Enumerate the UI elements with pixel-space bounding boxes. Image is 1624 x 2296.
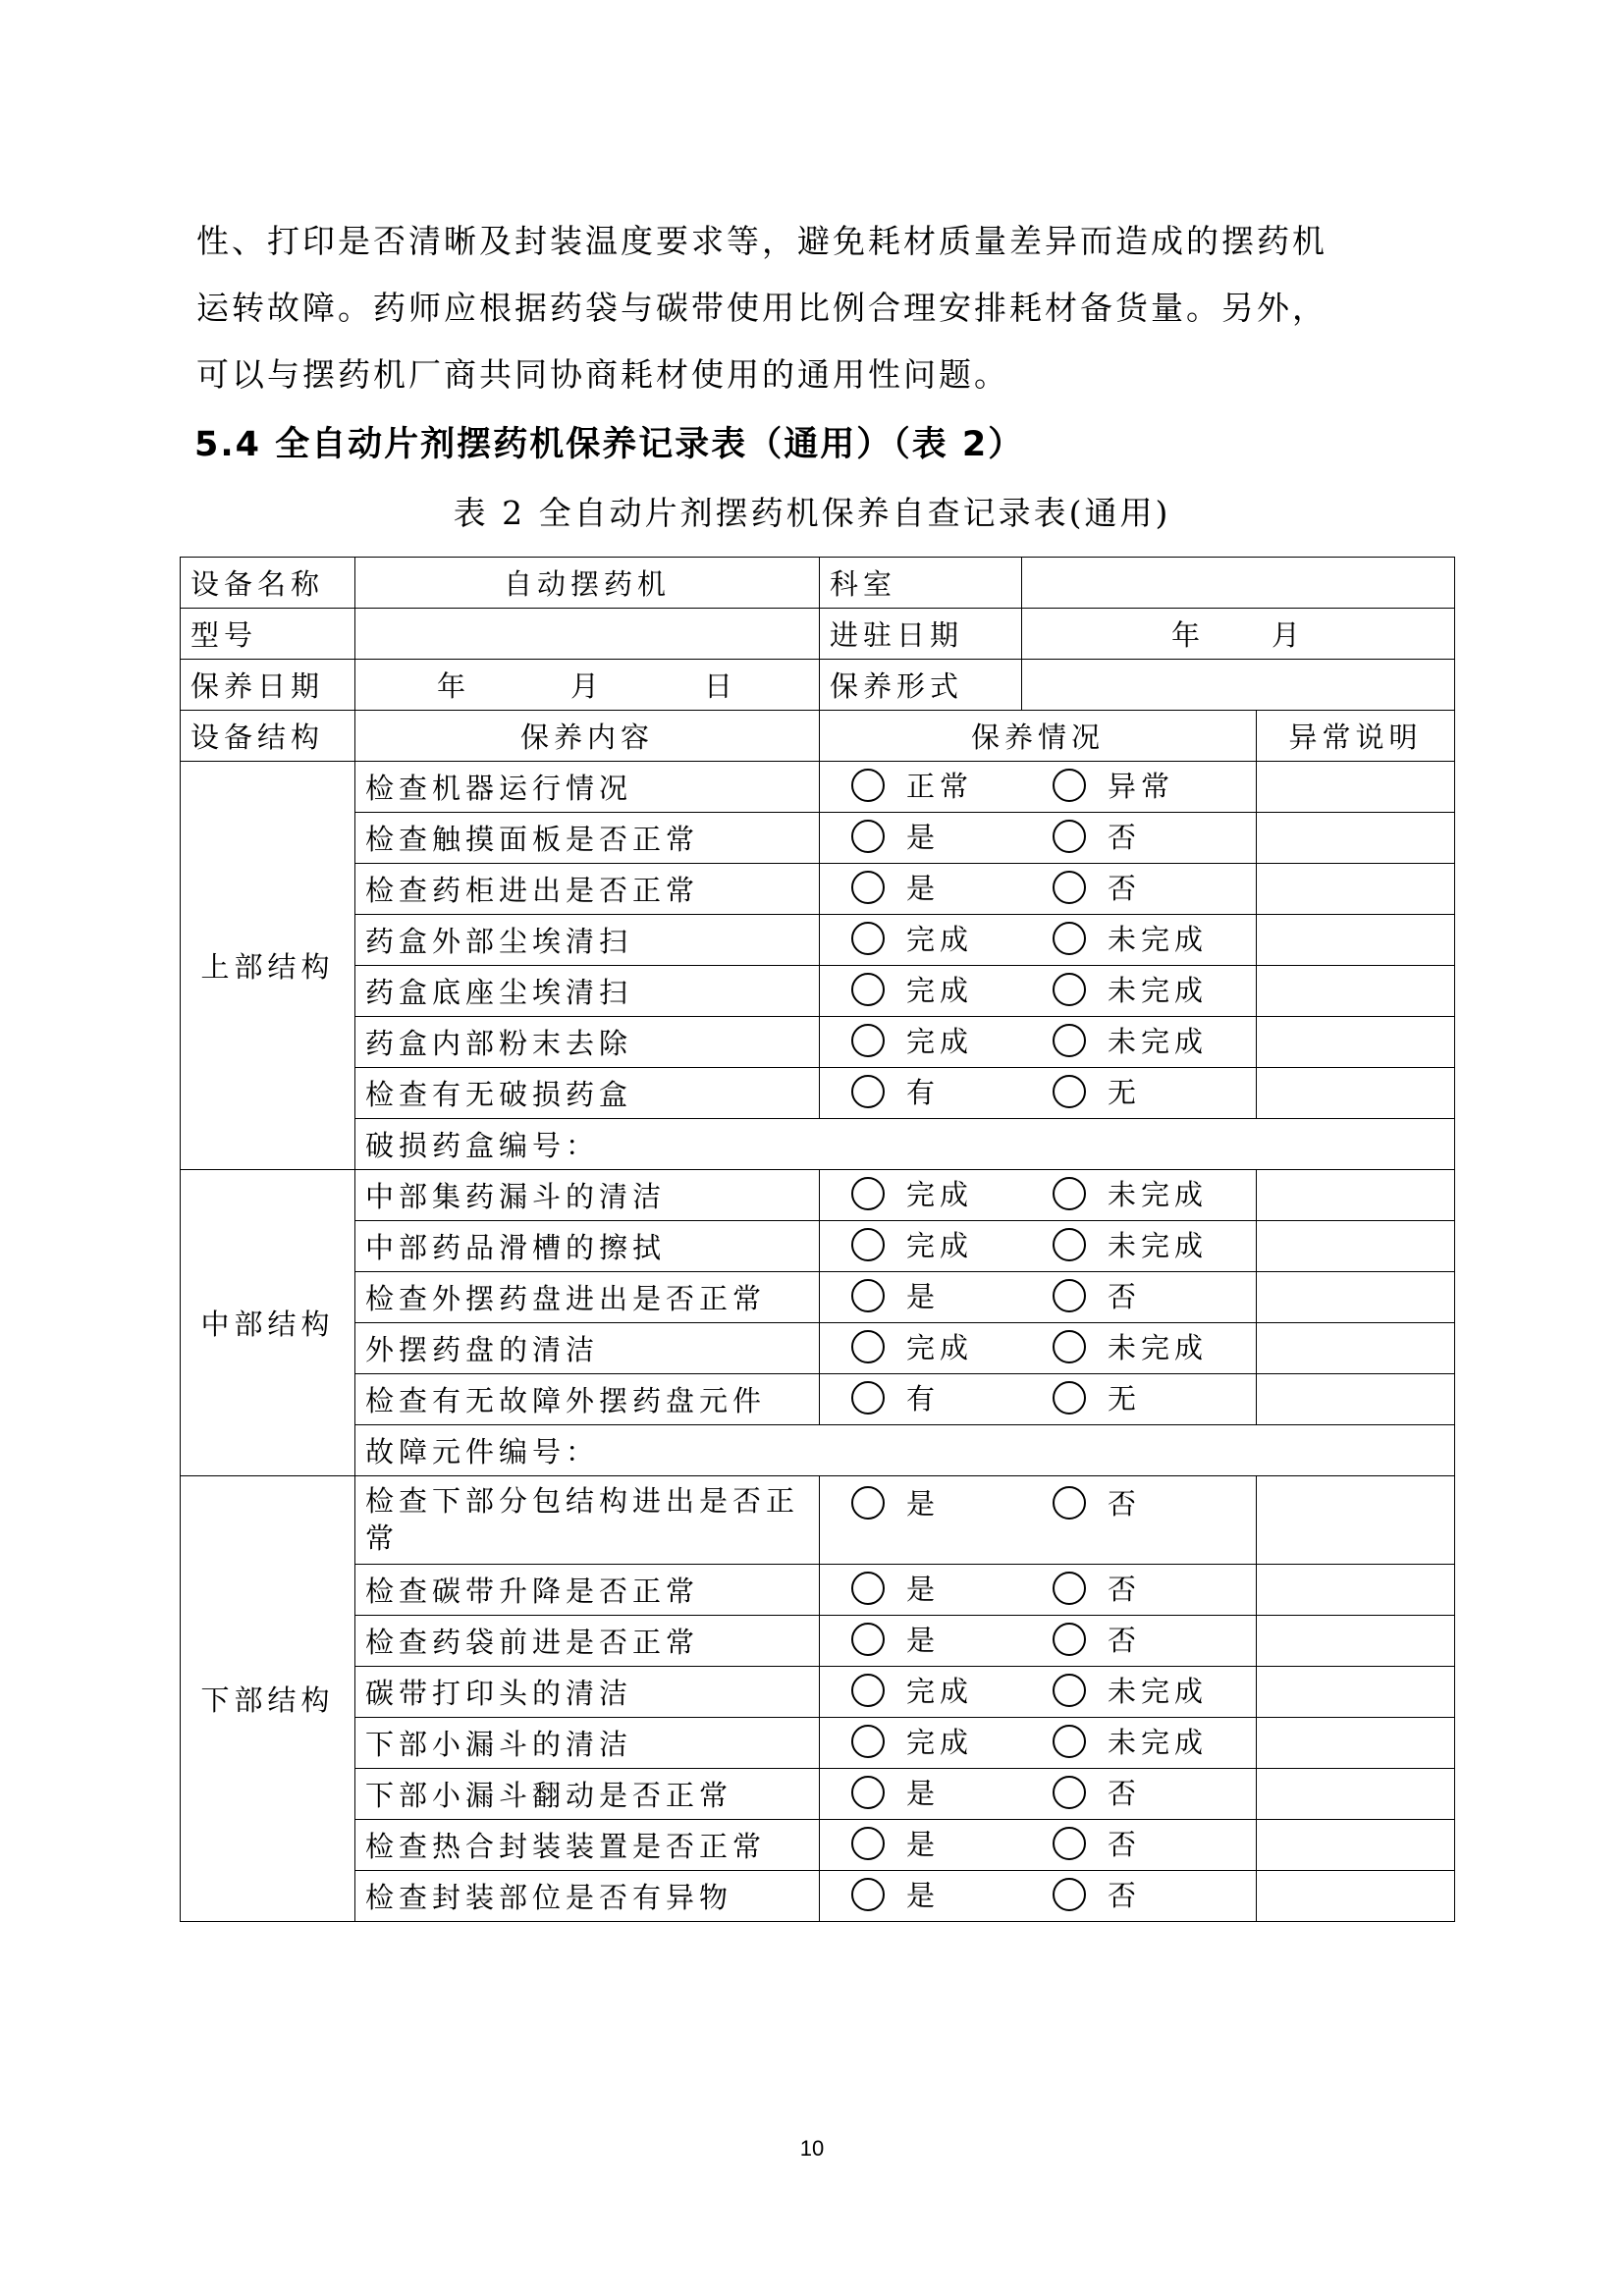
option-1-radio[interactable] [851, 1874, 940, 1914]
structure-section-label: 上部结构 [181, 762, 355, 1170]
option-1-radio[interactable] [851, 1670, 973, 1710]
content-text: 检查有无故障外摆药盘元件 [365, 1384, 767, 1417]
table-row [181, 1565, 1455, 1616]
entry-date-label: 进驻日期 [820, 609, 1022, 660]
option-1-radio[interactable] [851, 1619, 940, 1659]
status-options [820, 813, 1257, 864]
option-1-radio[interactable] [851, 1568, 940, 1608]
option-1 [851, 1823, 1053, 1867]
radio-circle-icon[interactable] [851, 871, 885, 904]
option-2-radio[interactable] [1053, 1377, 1141, 1417]
option-1 [851, 1721, 1053, 1765]
radio-circle-icon[interactable] [851, 1725, 885, 1758]
maintenance-content [355, 966, 820, 1017]
status-options [820, 864, 1257, 915]
radio-circle-icon[interactable] [851, 1177, 885, 1210]
status-options [820, 915, 1257, 966]
option-2-label: 否 [1108, 872, 1142, 906]
radio-circle-icon[interactable] [851, 1572, 885, 1605]
maintenance-content [355, 1170, 820, 1221]
radio-circle-icon[interactable] [1053, 1279, 1086, 1312]
radio-circle-icon[interactable] [851, 820, 885, 853]
option-2-radio[interactable] [1053, 867, 1141, 907]
option-2-label: 否 [1108, 1777, 1142, 1811]
option-1-label: 是 [906, 1777, 941, 1811]
option-2-radio[interactable] [1053, 1275, 1141, 1315]
option-1-label: 是 [906, 1280, 941, 1314]
option-1-radio[interactable] [851, 1224, 973, 1264]
radio-circle-icon[interactable] [851, 1776, 885, 1809]
radio-circle-icon[interactable] [1053, 1674, 1086, 1707]
option-1-radio[interactable] [851, 1482, 940, 1522]
radio-circle-icon[interactable] [1053, 1075, 1086, 1108]
table-caption: 表 2 全自动片剂摆药机保养自查记录表(通用) [453, 494, 1171, 532]
abnormal-note-cell[interactable] [1257, 1667, 1455, 1718]
radio-circle-icon[interactable] [1053, 1024, 1086, 1057]
option-1 [851, 1275, 1053, 1319]
option-1 [851, 765, 1053, 809]
table-row [181, 1476, 1455, 1565]
option-1-label: 完成 [906, 1331, 974, 1365]
content-text: 检查外摆药盘进出是否正常 [365, 1282, 767, 1315]
option-2-radio[interactable] [1053, 1823, 1141, 1863]
entry-date-value[interactable]: 年 月 [1022, 609, 1455, 660]
option-2-label: 否 [1108, 821, 1142, 855]
option-1 [851, 1326, 1053, 1370]
section-footer-field[interactable]: 破损药盒编号： [355, 1119, 1455, 1170]
abnormal-note-cell[interactable] [1257, 1017, 1455, 1068]
maintenance-content [355, 915, 820, 966]
abnormal-note-cell[interactable] [1257, 1820, 1455, 1871]
content-text: 检查药袋前进是否正常 [365, 1626, 700, 1659]
content-text: 检查热合封装装置是否正常 [365, 1830, 767, 1863]
section-title: 5.4 全自动片剂摆药机保养记录表（通用）（表 2） [194, 425, 1025, 464]
option-2-radio[interactable] [1053, 1020, 1208, 1060]
option-2-radio[interactable] [1053, 1326, 1208, 1366]
radio-circle-icon[interactable] [1053, 871, 1086, 904]
option-1 [851, 969, 1053, 1013]
device-name-value: 自动摆药机 [355, 558, 820, 609]
radio-circle-icon[interactable] [1053, 1572, 1086, 1605]
option-1-label: 是 [906, 1573, 941, 1607]
table-row [181, 1667, 1455, 1718]
maintenance-content [355, 1017, 820, 1068]
table-row [181, 1170, 1455, 1221]
option-1-label: 正常 [906, 770, 974, 804]
option-1-label: 完成 [906, 974, 974, 1008]
content-text: 下部小漏斗翻动是否正常 [365, 1779, 733, 1812]
option-1-radio[interactable] [851, 1823, 940, 1863]
status-options [820, 1565, 1257, 1616]
status-options [820, 1616, 1257, 1667]
table-row [181, 966, 1455, 1017]
maintenance-content [355, 1374, 820, 1425]
status-options [820, 1871, 1257, 1922]
option-1-radio[interactable] [851, 918, 973, 958]
content-text: 检查有无破损药盒 [365, 1078, 633, 1111]
option-1-label: 是 [906, 1828, 941, 1862]
content-text: 检查封装部位是否有异物 [365, 1881, 733, 1914]
radio-circle-icon[interactable] [851, 1330, 885, 1363]
table-row [181, 1068, 1455, 1119]
status-options [820, 1718, 1257, 1769]
option-1 [851, 1482, 1053, 1526]
device-name-label: 设备名称 [181, 558, 355, 609]
maint-date-value[interactable]: 年 月 日 [355, 660, 820, 711]
maintenance-content [355, 1323, 820, 1374]
option-1 [851, 1568, 1053, 1612]
radio-circle-icon[interactable] [851, 1024, 885, 1057]
page-number: 10 [799, 2136, 825, 2161]
status-options [820, 1068, 1257, 1119]
status-options [820, 1374, 1257, 1425]
status-options [820, 762, 1257, 813]
model-value[interactable] [355, 609, 820, 660]
option-1 [851, 867, 1053, 911]
col-status-header: 保养情况 [820, 711, 1257, 762]
option-2-radio[interactable] [1053, 1224, 1208, 1264]
option-1-label: 是 [906, 821, 941, 855]
option-1-radio[interactable] [851, 1275, 940, 1315]
content-text: 外摆药盘的清洁 [365, 1333, 600, 1366]
status-options [820, 1476, 1257, 1565]
option-1 [851, 1377, 1053, 1421]
option-2-radio[interactable] [1053, 816, 1141, 856]
option-2-radio[interactable] [1053, 1482, 1141, 1522]
table-row [181, 1820, 1455, 1871]
content-text: 检查药柜进出是否正常 [365, 874, 700, 907]
radio-circle-icon[interactable] [1053, 1623, 1086, 1656]
option-1-label: 完成 [906, 1178, 974, 1212]
content-text: 检查下部分包结构进出是否正常 [365, 1484, 800, 1555]
content-text: 检查碳带升降是否正常 [365, 1575, 700, 1608]
table-row [181, 1769, 1455, 1820]
option-2-label: 异常 [1108, 770, 1175, 804]
maintenance-content [355, 1871, 820, 1922]
content-text: 中部集药漏斗的清洁 [365, 1180, 667, 1213]
radio-circle-icon[interactable] [851, 1878, 885, 1911]
abnormal-note-cell[interactable] [1257, 1068, 1455, 1119]
maintenance-content [355, 1565, 820, 1616]
option-1-radio[interactable] [851, 969, 973, 1009]
maintenance-content [355, 1718, 820, 1769]
option-1-label: 是 [906, 1624, 941, 1658]
maintenance-content [355, 1616, 820, 1667]
paragraph-line: 性、打印是否清晰及封装温度要求等，避免耗材质量差异而造成的摆药机 [196, 222, 1327, 260]
abnormal-note-cell[interactable] [1257, 966, 1455, 1017]
structure-section-label: 中部结构 [181, 1170, 355, 1476]
option-2-radio[interactable] [1053, 969, 1208, 1009]
abnormal-note-cell[interactable] [1257, 1374, 1455, 1425]
option-1-radio[interactable] [851, 1071, 940, 1111]
option-1-radio[interactable] [851, 1772, 940, 1812]
maintenance-content [355, 1769, 820, 1820]
radio-circle-icon[interactable] [1053, 1827, 1086, 1860]
option-1-label: 完成 [906, 1726, 974, 1760]
option-1 [851, 1772, 1053, 1816]
table-row [181, 1221, 1455, 1272]
maintenance-content [355, 813, 820, 864]
radio-circle-icon[interactable] [851, 769, 885, 802]
section-footer-field[interactable]: 故障元件编号： [355, 1425, 1455, 1476]
radio-circle-icon[interactable] [1053, 1330, 1086, 1363]
table-row [181, 1374, 1455, 1425]
option-2-label: 否 [1108, 1487, 1142, 1521]
option-2-radio[interactable] [1053, 765, 1174, 805]
content-text: 中部药品滑槽的擦拭 [365, 1231, 667, 1264]
option-2-label: 未完成 [1108, 923, 1209, 957]
maintenance-record-table [180, 557, 1455, 1922]
radio-circle-icon[interactable] [851, 1228, 885, 1261]
dept-label: 科室 [820, 558, 1022, 609]
option-1-label: 完成 [906, 1229, 974, 1263]
structure-section-label: 下部结构 [181, 1476, 355, 1922]
table-row [181, 1017, 1455, 1068]
option-2-radio[interactable] [1053, 1772, 1141, 1812]
model-label: 型号 [181, 609, 355, 660]
option-1-label: 是 [906, 1879, 941, 1913]
abnormal-note-cell[interactable] [1257, 1221, 1455, 1272]
radio-circle-icon[interactable] [1053, 1776, 1086, 1809]
option-2-label: 否 [1108, 1573, 1142, 1607]
content-text: 药盒内部粉末去除 [365, 1027, 633, 1060]
status-options [820, 1017, 1257, 1068]
option-2-radio[interactable] [1053, 1568, 1141, 1608]
paragraph-line: 运转故障。药师应根据药袋与碳带使用比例合理安排耗材备货量。另外， [196, 289, 1327, 327]
option-2-label: 无 [1108, 1382, 1142, 1416]
option-1-radio[interactable] [851, 1326, 973, 1366]
status-options [820, 1170, 1257, 1221]
option-2-radio[interactable] [1053, 1173, 1208, 1213]
radio-circle-icon[interactable] [851, 1381, 885, 1415]
option-2-label: 未完成 [1108, 1675, 1209, 1709]
abnormal-note-cell[interactable] [1257, 1871, 1455, 1922]
table-row [181, 1119, 1455, 1170]
table-row [181, 1616, 1455, 1667]
abnormal-note-cell[interactable] [1257, 1272, 1455, 1323]
table-row [181, 915, 1455, 966]
maintenance-content [355, 1221, 820, 1272]
option-2-label: 无 [1108, 1076, 1142, 1110]
content-text: 检查触摸面板是否正常 [365, 823, 700, 856]
abnormal-note-cell[interactable] [1257, 1170, 1455, 1221]
paragraph-line: 可以与摆药机厂商共同协商耗材使用的通用性问题。 [196, 355, 1009, 394]
maint-form-label: 保养形式 [820, 660, 1022, 711]
radio-circle-icon[interactable] [851, 1075, 885, 1108]
status-options [820, 1272, 1257, 1323]
maintenance-content [355, 1820, 820, 1871]
content-text: 下部小漏斗的清洁 [365, 1728, 633, 1761]
status-options [820, 1769, 1257, 1820]
status-options [820, 1221, 1257, 1272]
radio-circle-icon[interactable] [851, 1279, 885, 1312]
maint-form-value[interactable] [1022, 660, 1455, 711]
col-content-header: 保养内容 [355, 711, 820, 762]
option-1-label: 完成 [906, 1025, 974, 1059]
option-1-radio[interactable] [851, 1020, 973, 1060]
content-text: 药盒外部尘埃清扫 [365, 925, 633, 958]
option-1 [851, 1670, 1053, 1714]
abnormal-note-cell[interactable] [1257, 1323, 1455, 1374]
option-2-label: 未完成 [1108, 1178, 1209, 1212]
maintenance-content [355, 1667, 820, 1718]
option-1 [851, 918, 1053, 962]
radio-circle-icon[interactable] [851, 1486, 885, 1520]
option-1-label: 有 [906, 1382, 941, 1416]
option-2-radio[interactable] [1053, 1071, 1141, 1111]
content-text: 检查机器运行情况 [365, 772, 633, 805]
radio-circle-icon[interactable] [1053, 1177, 1086, 1210]
option-1 [851, 1173, 1053, 1217]
radio-circle-icon[interactable] [851, 1623, 885, 1656]
table-row [181, 1718, 1455, 1769]
option-2-radio[interactable] [1053, 1670, 1208, 1710]
option-1-radio[interactable] [851, 1377, 940, 1417]
abnormal-note-cell[interactable] [1257, 1616, 1455, 1667]
option-2-radio[interactable] [1053, 1721, 1208, 1761]
radio-circle-icon[interactable] [1053, 1486, 1086, 1520]
radio-circle-icon[interactable] [1053, 922, 1086, 955]
table-row [181, 1425, 1455, 1476]
radio-circle-icon[interactable] [1053, 1228, 1086, 1261]
option-1-radio[interactable] [851, 1721, 973, 1761]
option-2-label: 未完成 [1108, 1331, 1209, 1365]
radio-circle-icon[interactable] [1053, 820, 1086, 853]
option-1 [851, 1874, 1053, 1918]
option-1 [851, 1224, 1053, 1268]
radio-circle-icon[interactable] [851, 973, 885, 1006]
abnormal-note-cell[interactable] [1257, 915, 1455, 966]
option-1 [851, 1619, 1053, 1663]
radio-circle-icon[interactable] [1053, 1878, 1086, 1911]
option-1-label: 是 [906, 1487, 941, 1521]
option-2-radio[interactable] [1053, 918, 1208, 958]
table-row [181, 762, 1455, 813]
maintenance-content [355, 762, 820, 813]
abnormal-note-cell[interactable] [1257, 1769, 1455, 1820]
option-1-radio[interactable] [851, 816, 940, 856]
option-2-radio[interactable] [1053, 1619, 1141, 1659]
table-row [181, 813, 1455, 864]
option-1 [851, 816, 1053, 860]
col-note-header: 异常说明 [1257, 711, 1455, 762]
status-options [820, 1323, 1257, 1374]
maint-date-label: 保养日期 [181, 660, 355, 711]
option-1-radio[interactable] [851, 1173, 973, 1213]
option-2-label: 未完成 [1108, 1229, 1209, 1263]
option-1-radio[interactable] [851, 867, 940, 907]
radio-circle-icon[interactable] [851, 1674, 885, 1707]
option-1 [851, 1020, 1053, 1064]
table-row [181, 1323, 1455, 1374]
option-2-label: 未完成 [1108, 1726, 1209, 1760]
abnormal-note-cell[interactable] [1257, 1476, 1455, 1565]
content-text: 药盒底座尘埃清扫 [365, 976, 633, 1009]
body-paragraph [196, 208, 1434, 408]
option-1-label: 有 [906, 1076, 941, 1110]
status-options [820, 1820, 1257, 1871]
abnormal-note-cell[interactable] [1257, 1718, 1455, 1769]
maintenance-content [355, 1272, 820, 1323]
option-1 [851, 1071, 1053, 1115]
option-2-label: 否 [1108, 1280, 1142, 1314]
maintenance-content [355, 1068, 820, 1119]
option-1-radio[interactable] [851, 765, 973, 805]
abnormal-note-cell[interactable] [1257, 864, 1455, 915]
table-row [181, 1871, 1455, 1922]
option-2-label: 否 [1108, 1624, 1142, 1658]
table-row [181, 864, 1455, 915]
abnormal-note-cell[interactable] [1257, 1565, 1455, 1616]
status-options [820, 1667, 1257, 1718]
option-2-label: 未完成 [1108, 1025, 1209, 1059]
option-1-label: 是 [906, 872, 941, 906]
radio-circle-icon[interactable] [851, 1827, 885, 1860]
radio-circle-icon[interactable] [1053, 973, 1086, 1006]
table-row [181, 1272, 1455, 1323]
maintenance-content [355, 864, 820, 915]
radio-circle-icon[interactable] [1053, 1381, 1086, 1415]
option-2-radio[interactable] [1053, 1874, 1141, 1914]
dept-value[interactable] [1022, 558, 1455, 609]
abnormal-note-cell[interactable] [1257, 762, 1455, 813]
radio-circle-icon[interactable] [1053, 769, 1086, 802]
option-2-label: 否 [1108, 1828, 1142, 1862]
option-2-label: 否 [1108, 1879, 1142, 1913]
col-structure-header: 设备结构 [181, 711, 355, 762]
status-options [820, 966, 1257, 1017]
option-1-label: 完成 [906, 923, 974, 957]
radio-circle-icon[interactable] [1053, 1725, 1086, 1758]
option-1-label: 完成 [906, 1675, 974, 1709]
radio-circle-icon[interactable] [851, 922, 885, 955]
abnormal-note-cell[interactable] [1257, 813, 1455, 864]
content-text: 碳带打印头的清洁 [365, 1677, 633, 1710]
maintenance-content [355, 1476, 820, 1565]
option-2-label: 未完成 [1108, 974, 1209, 1008]
